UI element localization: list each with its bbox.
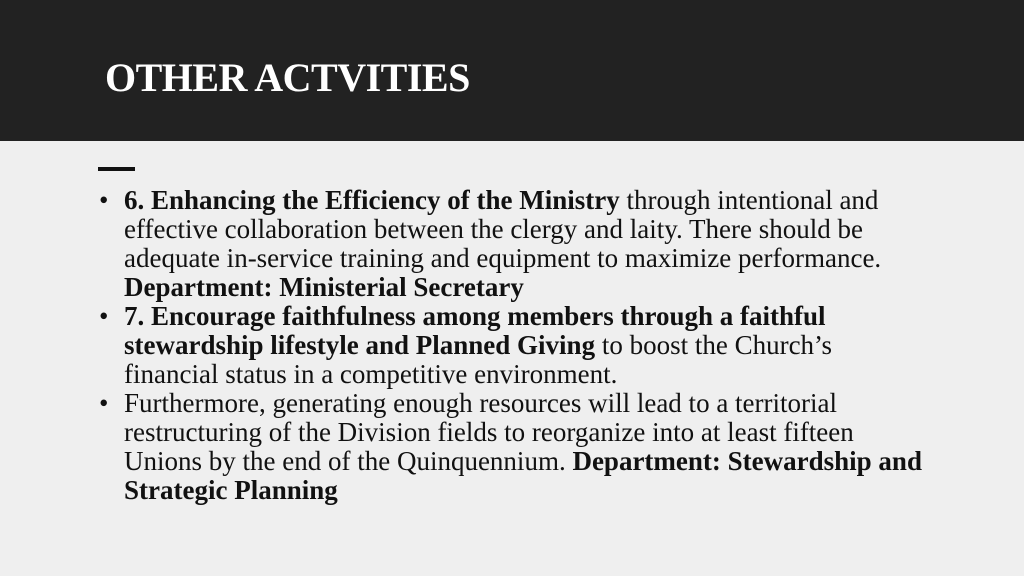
bullet-item-1: [99, 186, 929, 302]
bullet-marker: •: [99, 185, 109, 215]
bullet-2-body: to boost the Church’s financial status in a competitive environment.: [124, 330, 833, 389]
bullet-list: [99, 186, 929, 505]
bullet-item-3: [99, 389, 929, 505]
bullet-3-body: Furthermore, generating enough resources will lead to a territorial restructuring of the Division fields to reorganize into at least fifteen Unions by the end of the Quinquennium.: [124, 388, 854, 476]
bullet-2-heading: 7. Encourage faithfulness among members through a faithful stewardship lifestyle and Planned Giving: [124, 301, 826, 360]
bullet-1-department: Department: Ministerial Secretary: [124, 272, 524, 302]
bullet-marker: •: [99, 301, 109, 331]
bullet-marker: •: [99, 388, 109, 418]
bullet-item-2: [99, 302, 929, 389]
accent-divider: [98, 167, 135, 171]
title-banner: [0, 0, 1024, 141]
slide-title: OTHER ACTVITIES: [105, 55, 470, 100]
bullet-1-body: through intentional and effective collaboration between the clergy and laity. There should be adequate in-service training and equipment to maximize performance.: [124, 185, 882, 273]
bullet-3-department: Department: Stewardship and Strategic Planning: [124, 446, 922, 505]
bullet-1-heading: 6. Enhancing the Efficiency of the Ministry: [124, 185, 620, 215]
